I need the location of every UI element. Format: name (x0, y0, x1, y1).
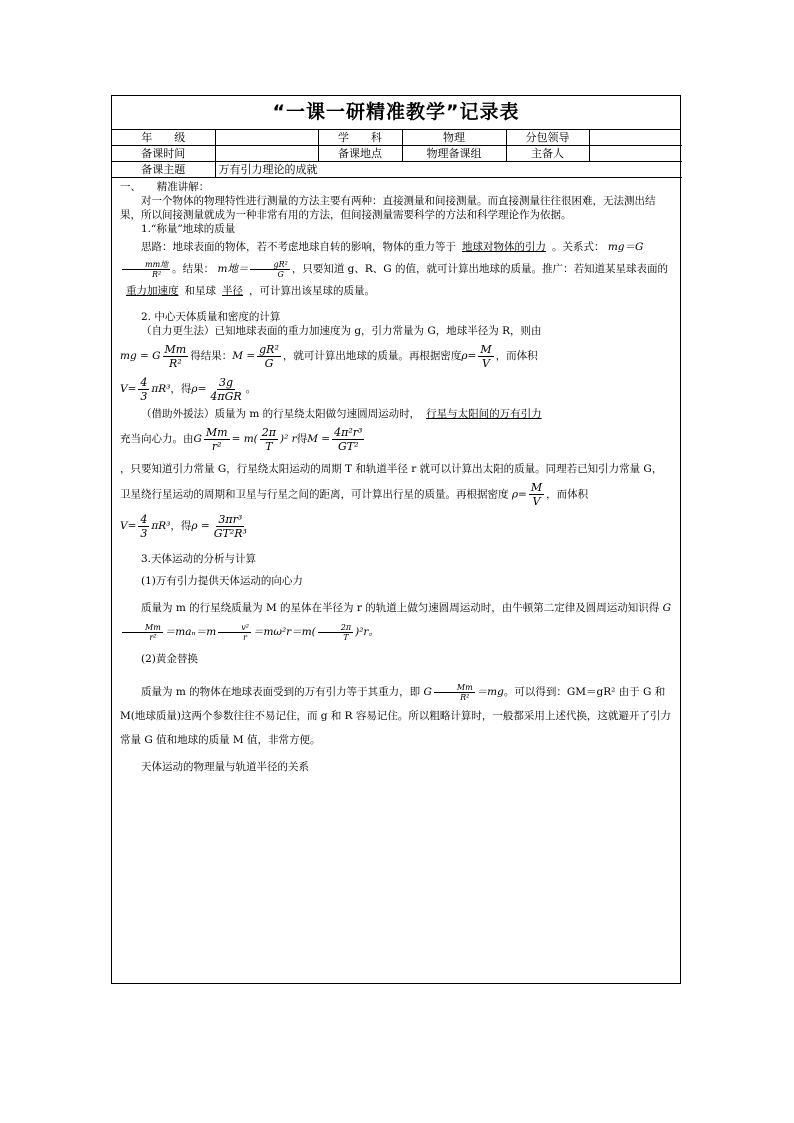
topic-value: 万有引力理论的成就 (215, 162, 682, 178)
formula-earth-gravity: mg＝G $\frac{\text{mm地}}{\text{R²}}$ (120, 241, 643, 275)
blank-answer: 重力加速度 (126, 285, 179, 297)
place-value: 物理备课组 (402, 146, 506, 162)
section-2-paragraph-1: （自力更生法）已知地球表面的重力加速度为 g，引力常量为 G，地球半径为 R，则由 (141, 325, 542, 337)
section-title: 一、 精准讲解： (120, 181, 210, 193)
time-label: 备课时间 (112, 146, 215, 162)
formula-line: 充当向心力。由 G $\frac{Mm}{\text{r²}}$ = m( $\frac{2\pi}{T}$ )² r 得 M = $\frac{\text{4π²r³}}{\text{GT²}}$ (120, 425, 363, 453)
section-1-title: 1.“称量”地球的质量 (141, 223, 236, 235)
section-2-paragraph-4: （借助外援法）质量为 m 的行星绕太阳做匀速圆周运动时， 行星与太阳间的万有引力 (120, 407, 672, 421)
meta-row (112, 130, 682, 146)
formula-centripetal: G $\frac{Mm}{\text{r²}}$ ＝maₙ＝m $\frac{\text{v²}}{r}$ ＝mω²r＝m( $\frac{2\pi}{T}$ )²r。 (120, 602, 671, 638)
section-3-paragraph-2: 质量为 m 的物体在地球表面受到的万有引力等于其重力，即 G $\frac{Mm}{\text{R²}}$ ＝mg。可以得到：GM＝gR² 由于 G 和 M(地球质量)这两个参数往往不易记住，而 g 和 R 容易记住。所以粗略计算时，一般都采用上述代换，这就避开了引力常量 G 值和地球的质量 M 值，非常方便。 (120, 682, 671, 746)
leader-label: 分包领导 (506, 130, 589, 146)
blank-answer: 行星与太阳间的万有引力 (426, 408, 542, 420)
subject-label: 学 科 (318, 130, 402, 146)
section-3-subtitle-2: (2)黄金替换 (141, 653, 198, 665)
section-3-paragraph-3: 天体运动的物理量与轨道半径的关系 (141, 761, 309, 773)
section-2-paragraph-5: ，只要知道引力常量 G，行星绕太阳运动的周期 T 和轨道半径 r 就可以计算出太阳的质量。同理若已知引力常量 G，卫星绕行星运动的周期和卫星与行星之间的距离，可计算出行星的质量。再根据密度 ρ= $\frac{M}{V}$ ，而体积 (120, 463, 663, 508)
record-sheet (111, 95, 681, 984)
section-3-subtitle-1: (1)万有引力提供天体运动的向心力 (141, 575, 303, 587)
formula-line: V= $\frac{4}{3}$ πR³ ，得 ρ= $\frac{3g}{\text{4πGR}}$ 。 (120, 375, 257, 403)
section-3-title: 3.天体运动的分析与计算 (141, 553, 257, 565)
section-2-title: 2. 中心天体质量和密度的计算 (141, 311, 281, 323)
main-value (589, 146, 682, 162)
formula-line: mg = G $\frac{Mm}{\text{R²}}$ 得结果： M = $\frac{\text{gR²}}{G}$ ，就可计算出地球的质量。再根据密度 ρ= $\frac{M}{V}$ ，而体积 (120, 342, 538, 370)
subject-value: 物理 (402, 130, 506, 146)
intro-paragraph: 对一个物体的物理特性进行测量的方法主要有两种：直接测量和间接测量。而直接测量往往很困难，无法测出结果，所以间接测量就成为一种非常有用的方法，但间接测量需要科学的方法和科学理论作为依据。 (120, 195, 656, 221)
place-label: 备课地点 (318, 146, 402, 162)
blank-answer: 半径 (222, 285, 243, 297)
meta-row (112, 146, 682, 162)
meta-table (112, 130, 682, 178)
main-label: 主备人 (506, 146, 589, 162)
topic-label: 备课主题 (112, 162, 215, 178)
page-title: “一课一研精准教学”记录表 (112, 96, 680, 130)
section-3-paragraph-1: 质量为 m 的行星绕质量为 M 的星体在半径为 r 的轨道上做匀速圆周运动时，由牛顿第二定律及圆周运动知识得 G $\frac{Mm}{\text{r²}}$ ＝maₙ＝m $\frac{\text{v²}}{r}$ ＝mω²r＝m( $\frac{2\pi}{T}$ )²r。 (120, 596, 672, 644)
leader-value (589, 130, 682, 146)
lesson-content (112, 178, 680, 774)
formula-earth-mass: m地＝ $\frac{\text{gR²}}{G}$ (217, 259, 288, 279)
blank-answer: 地球对物体的引力 (462, 241, 546, 253)
formula-line: V= $\frac{4}{3}$ πR³ ，得 ρ = $\frac{\text{3πr³}}{\text{GT²R³}}$ (120, 512, 247, 540)
section-1-paragraph: 思路：地球表面的物体，若不考虑地球自转的影响，物体的重力等于 地球对物体的引力 。关系式： mg＝G $\frac{\text{mm地}}{\text{R²}}$ 。结果： m地＝ $\frac{\text{gR²}}{G}$ ，只要知道 g、R、G 的值，就可计算出地球的质量。推广：若知道某星球表面的重力加速度 和星球 半径 ，可计算出该星球的质量。 (120, 236, 672, 302)
time-value (215, 146, 318, 162)
formula-golden-substitution: G $\frac{Mm}{\text{R²}}$ ＝mg (423, 682, 504, 702)
grade-value (215, 130, 318, 146)
meta-row (112, 162, 682, 178)
grade-label: 年 级 (112, 130, 215, 146)
